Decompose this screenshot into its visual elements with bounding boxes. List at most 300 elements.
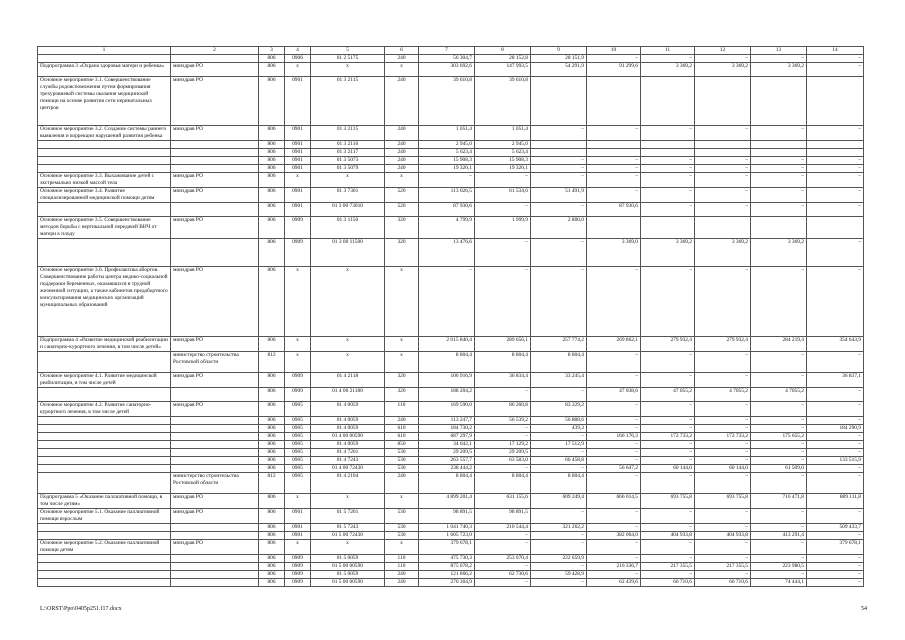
amount-cell: 210 544,4: [475, 524, 531, 532]
csr-code: 01 4 2104: [311, 473, 385, 494]
grbs-code: 806: [259, 441, 285, 449]
vr-code: х: [385, 494, 419, 509]
rzpr-code: 0905: [285, 441, 311, 449]
csr-code: 01 5 00 72430: [311, 532, 385, 540]
amount-cell: 56 647,2: [587, 465, 641, 473]
column-number: 8: [475, 47, 531, 55]
amount-cell: 15 908,3: [475, 157, 531, 165]
amount-cell: –: [751, 165, 807, 173]
grbs-code: 806: [259, 373, 285, 388]
responsible-executor: [171, 433, 259, 441]
csr-code: 01 5 00 00590: [311, 579, 385, 587]
column-number: 7: [419, 47, 475, 55]
amount-cell: –: [641, 165, 695, 173]
amount-cell: –: [807, 126, 864, 141]
amount-cell: [695, 217, 751, 239]
amount-cell: –: [475, 465, 531, 473]
amount-cell: [587, 217, 641, 239]
vr-code: х: [385, 173, 419, 188]
amount-cell: 413 291,4: [751, 532, 807, 540]
amount-cell: 716 471,8: [751, 494, 807, 509]
amount-cell: –: [531, 239, 587, 267]
amount-cell: –: [475, 173, 531, 188]
grbs-code: 806: [259, 77, 285, 126]
amount-cell: 289 656,1: [475, 337, 531, 352]
table-row: [38, 55, 864, 63]
amount-cell: 8 804,4: [419, 473, 475, 494]
amount-cell: 98 891,5: [419, 509, 475, 524]
rzpr-code: 0901: [285, 149, 311, 157]
amount-cell: [695, 77, 751, 126]
amount-cell: 303 692,6: [419, 63, 475, 77]
amount-cell: –: [695, 352, 751, 373]
amount-cell: 279 932,4: [695, 337, 751, 352]
amount-cell: 223 980,5: [751, 563, 807, 571]
vr-code: 530: [385, 509, 419, 524]
table-row: [38, 165, 864, 173]
amount-cell: 74 444,1: [751, 579, 807, 587]
grbs-code: 806: [259, 217, 285, 239]
grbs-code: 806: [259, 157, 285, 165]
rzpr-code: 0905: [285, 433, 311, 441]
grbs-code: 806: [259, 555, 285, 563]
amount-cell: 47 038,6: [587, 388, 641, 402]
responsible-executor: [171, 165, 259, 173]
amount-cell: 13 476,6: [419, 239, 475, 267]
table-row: [38, 441, 864, 449]
vr-code: х: [385, 337, 419, 352]
grbs-code: 806: [259, 532, 285, 540]
amount-cell: 404 933,8: [695, 532, 751, 540]
amount-cell: 172 733,2: [641, 433, 695, 441]
amount-cell: –: [587, 373, 641, 388]
amount-cell: 4 7055,2: [751, 388, 807, 402]
csr-code: х: [311, 494, 385, 509]
column-number: 5: [311, 47, 385, 55]
amount-cell: 5 623,4: [419, 149, 475, 157]
vr-code: 240: [385, 417, 419, 425]
measure-name: Основное мероприятие 3.1. Совершенствование службы родовспоможения путем формирования трехуровневой системы оказания медицинской помощи на основе развития сети перинатальных центров: [38, 77, 171, 126]
vr-code: 530: [385, 457, 419, 465]
amount-cell: 1 051,4: [475, 126, 531, 141]
table-row: [38, 217, 864, 239]
amount-cell: 98 891,5: [475, 509, 531, 524]
amount-cell: –: [641, 373, 695, 388]
amount-cell: –: [807, 388, 864, 402]
amount-cell: –: [751, 473, 807, 494]
table-row: [38, 77, 864, 126]
amount-cell: 172 733,2: [695, 433, 751, 441]
rzpr-code: 0905: [285, 473, 311, 494]
amount-cell: [807, 141, 864, 149]
csr-code: 01 4 7243: [311, 457, 385, 465]
amount-cell: 4 899 201,4: [419, 494, 475, 509]
amount-cell: –: [695, 425, 751, 433]
amount-cell: 3 369,0: [587, 239, 641, 267]
vr-code: х: [385, 540, 419, 555]
measure-name: Основное мероприятие 5.1. Оказание паллиативной помощи взрослым: [38, 509, 171, 524]
csr-code: 01 3 2115: [311, 126, 385, 141]
grbs-code: 806: [259, 425, 285, 433]
responsible-executor: минздрав РО: [171, 402, 259, 417]
column-number: 6: [385, 47, 419, 55]
amount-cell: 439,3: [531, 425, 587, 433]
amount-cell: –: [695, 373, 751, 388]
amount-cell: –: [587, 157, 641, 165]
amount-cell: 1 051,4: [419, 126, 475, 141]
amount-cell: 509 433,7: [807, 524, 864, 532]
amount-cell: –: [751, 188, 807, 203]
amount-cell: –: [641, 157, 695, 165]
csr-code: 01 3 5073: [311, 157, 385, 165]
csr-code: 01 5 7201: [311, 509, 385, 524]
table-row: [38, 555, 864, 563]
rzpr-code: 0901: [285, 141, 311, 149]
responsible-executor: [171, 555, 259, 563]
grbs-code: 806: [259, 63, 285, 77]
grbs-code: 806: [259, 540, 285, 555]
amount-cell: –: [807, 441, 864, 449]
column-number: 10: [587, 47, 641, 55]
amount-cell: [751, 141, 807, 149]
amount-cell: –: [751, 441, 807, 449]
amount-cell: –: [807, 267, 864, 337]
amount-cell: 216 336,7: [587, 563, 641, 571]
amount-cell: [531, 149, 587, 157]
amount-cell: –: [641, 126, 695, 141]
grbs-code: 806: [259, 509, 285, 524]
measure-name: [38, 165, 171, 173]
amount-cell: –: [475, 239, 531, 267]
table-row: [38, 425, 864, 433]
vr-code: х: [385, 267, 419, 337]
amount-cell: –: [807, 165, 864, 173]
column-number: 1: [38, 47, 171, 55]
responsible-executor: минздрав РО: [171, 337, 259, 352]
amount-cell: –: [587, 188, 641, 203]
amount-cell: 62 730,6: [475, 571, 531, 579]
amount-cell: –: [751, 457, 807, 465]
amount-cell: 33 245,4: [531, 373, 587, 388]
amount-cell: 113 026,5: [419, 188, 475, 203]
amount-cell: 687 297,9: [419, 433, 475, 441]
amount-cell: 3 369,2: [695, 63, 751, 77]
amount-cell: –: [807, 173, 864, 188]
budget-table: [37, 46, 864, 587]
amount-cell: –: [641, 173, 695, 188]
amount-cell: –: [587, 524, 641, 532]
vr-code: 520: [385, 203, 419, 217]
amount-cell: 666 014,5: [587, 494, 641, 509]
amount-cell: [587, 141, 641, 149]
amount-cell: 693 755,8: [695, 494, 751, 509]
amount-cell: –: [475, 540, 531, 555]
amount-cell: –: [807, 555, 864, 563]
amount-cell: –: [751, 203, 807, 217]
amount-cell: [695, 141, 751, 149]
amount-cell: 121 866,2: [419, 571, 475, 579]
amount-cell: 66 710,6: [695, 579, 751, 587]
amount-cell: 39 610,8: [475, 77, 531, 126]
amount-cell: –: [531, 449, 587, 457]
table-row: [38, 532, 864, 540]
column-number: 12: [695, 47, 751, 55]
amount-cell: [751, 217, 807, 239]
amount-cell: –: [641, 55, 695, 63]
amount-cell: 379 678,1: [807, 540, 864, 555]
amount-cell: 609 249,4: [531, 494, 587, 509]
amount-cell: –: [807, 433, 864, 441]
responsible-executor: минздрав РО: [171, 540, 259, 555]
amount-cell: –: [751, 555, 807, 563]
amount-cell: 59 428,9: [531, 571, 587, 579]
amount-cell: –: [751, 540, 807, 555]
rzpr-code: х: [285, 494, 311, 509]
rzpr-code: 0909: [285, 579, 311, 587]
amount-cell: –: [419, 173, 475, 188]
amount-cell: 8 804,4: [475, 352, 531, 373]
responsible-executor: минздрав РО: [171, 267, 259, 337]
amount-cell: –: [695, 473, 751, 494]
amount-cell: –: [807, 417, 864, 425]
amount-cell: 87 930,6: [419, 203, 475, 217]
amount-cell: 17 129,2: [475, 441, 531, 449]
amount-cell: 175 655,2: [751, 433, 807, 441]
amount-cell: –: [587, 402, 641, 417]
csr-code: х: [311, 352, 385, 373]
csr-code: 01 3 5079: [311, 165, 385, 173]
amount-cell: –: [475, 532, 531, 540]
amount-cell: 263 557,7: [419, 457, 475, 465]
measure-name: Основное мероприятие 3.2. Создание системы раннего выявления и коррекции нарушений развития ребенка: [38, 126, 171, 141]
amount-cell: 113 247,7: [419, 417, 475, 425]
rzpr-code: 0905: [285, 417, 311, 425]
csr-code: 01 3 2115: [311, 77, 385, 126]
grbs-code: 806: [259, 126, 285, 141]
grbs-code: 806: [259, 337, 285, 352]
rzpr-code: 0901: [285, 188, 311, 203]
table-row: [38, 457, 864, 465]
amount-cell: –: [695, 55, 751, 63]
table-row: [38, 465, 864, 473]
vr-code: 240: [385, 157, 419, 165]
amount-cell: –: [531, 579, 587, 587]
amount-cell: –: [587, 449, 641, 457]
rzpr-code: 0909: [285, 388, 311, 402]
amount-cell: 83 229,2: [531, 402, 587, 417]
measure-name: [38, 433, 171, 441]
amount-cell: 270 304,9: [419, 579, 475, 587]
amount-cell: 354 643,9: [807, 337, 864, 352]
rzpr-code: 0905: [285, 402, 311, 417]
vr-code: х: [385, 352, 419, 373]
amount-cell: –: [475, 433, 531, 441]
measure-name: Подпрограмма 4 «Развитие медицинской реабилитации и санаторно-курортного лечения, в том числе детей»: [38, 337, 171, 352]
table-row: [38, 563, 864, 571]
amount-cell: 4 799,9: [419, 217, 475, 239]
amount-cell: 2 945,0: [475, 141, 531, 149]
amount-cell: –: [587, 457, 641, 465]
amount-cell: [807, 149, 864, 157]
responsible-executor: [171, 524, 259, 532]
amount-cell: –: [695, 524, 751, 532]
amount-cell: 8 804,4: [531, 473, 587, 494]
amount-cell: –: [531, 532, 587, 540]
measure-name: [38, 571, 171, 579]
amount-cell: –: [475, 267, 531, 337]
measure-name: Подпрограмма 3 «Охрана здоровья матери и ребенка»: [38, 63, 171, 77]
table-row: [38, 571, 864, 579]
amount-cell: 889 111,8: [807, 494, 864, 509]
table-row: [38, 540, 864, 555]
table-row: [38, 579, 864, 587]
column-number: 9: [531, 47, 587, 55]
amount-cell: 382 064,0: [587, 532, 641, 540]
csr-code: х: [311, 63, 385, 77]
csr-code: 01 3 1150: [311, 217, 385, 239]
responsible-executor: [171, 157, 259, 165]
vr-code: 610: [385, 433, 419, 441]
amount-cell: –: [695, 417, 751, 425]
amount-cell: [531, 77, 587, 126]
amount-cell: 379 678,1: [419, 540, 475, 555]
amount-cell: –: [531, 540, 587, 555]
amount-cell: 36 834,4: [475, 373, 531, 388]
amount-cell: 56 539,2: [475, 417, 531, 425]
responsible-executor: министерство строительства Ростовской области: [171, 473, 259, 494]
page-number: 54: [861, 606, 867, 612]
vr-code: 240: [385, 141, 419, 149]
amount-cell: –: [807, 465, 864, 473]
amount-cell: [807, 217, 864, 239]
column-number: 13: [751, 47, 807, 55]
amount-cell: –: [587, 509, 641, 524]
grbs-code: 812: [259, 473, 285, 494]
table-row: [38, 352, 864, 373]
table-row: [38, 267, 864, 337]
amount-cell: –: [475, 563, 531, 571]
amount-cell: 28 151,9: [531, 55, 587, 63]
table-row: [38, 126, 864, 141]
amount-cell: –: [475, 203, 531, 217]
grbs-code: 806: [259, 494, 285, 509]
amount-cell: –: [695, 571, 751, 579]
rzpr-code: х: [285, 540, 311, 555]
amount-cell: 2 015 840,4: [419, 337, 475, 352]
amount-cell: 60 144,0: [695, 465, 751, 473]
vr-code: 110: [385, 555, 419, 563]
grbs-code: 806: [259, 402, 285, 417]
rzpr-code: 0909: [285, 563, 311, 571]
csr-code: 01 4 7201: [311, 449, 385, 457]
amount-cell: –: [475, 388, 531, 402]
amount-cell: 321 262,2: [531, 524, 587, 532]
amount-cell: –: [587, 165, 641, 173]
amount-cell: –: [587, 441, 641, 449]
measure-name: [38, 555, 171, 563]
table-row: [38, 173, 864, 188]
amount-cell: –: [587, 571, 641, 579]
measure-name: [38, 203, 171, 217]
amount-cell: –: [531, 509, 587, 524]
amount-cell: –: [807, 239, 864, 267]
amount-cell: –: [587, 555, 641, 563]
measure-name: Основное мероприятие 4.2. Развитие санаторно-курортного лечения, в том числе детей: [38, 402, 171, 417]
column-number: 14: [807, 47, 864, 55]
amount-cell: 693 755,8: [641, 494, 695, 509]
amount-cell: –: [641, 203, 695, 217]
measure-name: Основное мероприятие 3.4. Развитие специализированной медицинской помощи детям: [38, 188, 171, 203]
csr-code: 01 4 0059: [311, 441, 385, 449]
csr-code: 01 3 00 11500: [311, 239, 385, 267]
amount-cell: 269 862,1: [587, 337, 641, 352]
amount-cell: 253 070,4: [475, 555, 531, 563]
rzpr-code: 0909: [285, 373, 311, 388]
amount-cell: –: [531, 173, 587, 188]
csr-code: х: [311, 540, 385, 555]
amount-cell: 63 583,0: [475, 457, 531, 465]
amount-cell: 8 804,4: [531, 352, 587, 373]
amount-cell: –: [751, 509, 807, 524]
csr-code: 01 3 7301: [311, 188, 385, 203]
vr-code: 240: [385, 579, 419, 587]
amount-cell: –: [695, 267, 751, 337]
responsible-executor: [171, 417, 259, 425]
csr-code: 01 3 00 73010: [311, 203, 385, 217]
amount-cell: 91 299,6: [587, 63, 641, 77]
amount-cell: –: [695, 540, 751, 555]
amount-cell: –: [587, 267, 641, 337]
vr-code: 240: [385, 55, 419, 63]
rzpr-code: 0905: [285, 465, 311, 473]
amount-cell: 4 7055,2: [695, 388, 751, 402]
csr-code: х: [311, 173, 385, 188]
amount-cell: 631 155,6: [475, 494, 531, 509]
table-row: [38, 239, 864, 267]
vr-code: 320: [385, 373, 419, 388]
vr-code: 530: [385, 465, 419, 473]
measure-name: [38, 563, 171, 571]
amount-cell: 17 512,9: [531, 441, 587, 449]
responsible-executor: [171, 239, 259, 267]
amount-cell: –: [641, 457, 695, 465]
csr-code: 01 4 00 21180: [311, 388, 385, 402]
rzpr-code: 0901: [285, 77, 311, 126]
amount-cell: 66 458,8: [531, 457, 587, 465]
amount-cell: –: [419, 267, 475, 337]
document-path: L:\ORST\Ppo\0405p251.f17.docx: [40, 606, 122, 612]
grbs-code: 806: [259, 457, 285, 465]
amount-cell: –: [641, 473, 695, 494]
amount-cell: [587, 149, 641, 157]
vr-code: 610: [385, 425, 419, 433]
amount-cell: –: [695, 555, 751, 563]
csr-code: 01 4 0059: [311, 417, 385, 425]
responsible-executor: минздрав РО: [171, 77, 259, 126]
csr-code: 01 4 2118: [311, 373, 385, 388]
responsible-executor: минздрав РО: [171, 217, 259, 239]
responsible-executor: минздрав РО: [171, 509, 259, 524]
amount-cell: –: [587, 540, 641, 555]
measure-name: [38, 473, 171, 494]
amount-cell: –: [751, 267, 807, 337]
amount-cell: [641, 217, 695, 239]
vr-code: 530: [385, 532, 419, 540]
table-row: [38, 402, 864, 417]
responsible-executor: [171, 457, 259, 465]
amount-cell: –: [807, 55, 864, 63]
measure-name: [38, 352, 171, 373]
